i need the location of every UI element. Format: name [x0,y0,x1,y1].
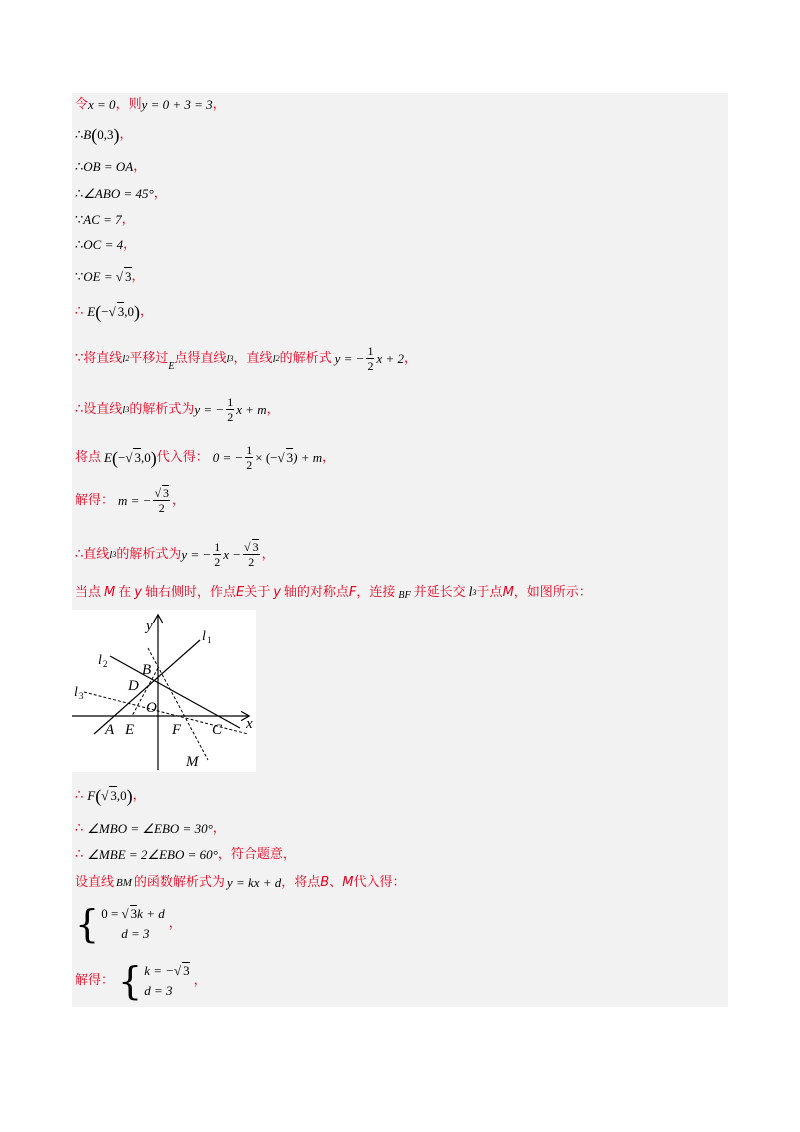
denominator: 2 [367,359,374,373]
text: 将点 [75,449,102,465]
math: E [168,360,175,372]
radicand: 3 [286,450,294,465]
text: ，则 [115,97,142,112]
therefore-symbol: ∴ [75,787,84,803]
paren: ( [91,125,98,145]
text: ， [153,186,167,201]
fraction [243,540,260,569]
text: 于点 [476,585,503,600]
line-14 [75,584,592,602]
math: F [87,787,96,803]
paren: ( [95,301,102,322]
radicand: 3 [183,963,190,978]
text: ， [132,787,146,803]
line-13 [75,540,275,569]
text: 点得直线 [174,350,227,366]
text: ， [322,449,336,465]
math: x − [223,546,241,562]
geometry-figure [72,610,256,772]
text: ， [404,350,418,366]
denominator: 2 [158,501,165,515]
math: B [320,875,330,890]
math: F [348,585,357,600]
label-c: C [212,722,223,738]
brace: { [118,959,143,1003]
text: ，连接 [356,585,396,600]
math: E [235,585,245,600]
radicand: 3 [125,269,132,284]
line-2 [75,126,133,144]
math: ,0 [116,787,127,803]
system-row-2: d = 3 [144,983,173,998]
text: 轴的对称点 [283,585,349,600]
denominator: 2 [227,410,234,424]
math: x + m [236,401,267,417]
text: ，直线 [233,350,273,366]
math: M [342,875,354,890]
text: ， [123,237,137,252]
subscript: 3 [112,549,117,559]
line-19 [75,904,182,944]
paren: ( [95,785,102,806]
text: 的解析式为 [116,546,182,562]
math: ,0 [124,303,134,319]
math: ,0 [140,449,151,465]
math: × (− [255,449,278,465]
sqrt-sign: √ [108,303,116,319]
math: 0 = − [212,449,244,465]
line-7 [75,267,145,286]
math: OE = [83,268,116,284]
math: E [104,449,112,465]
therefore-symbol: ∴ [75,237,84,252]
math: y = − [181,546,212,562]
line-l1 [94,640,200,734]
text: ， [168,916,182,931]
text: ， [133,159,147,174]
label-o: O [146,700,157,716]
text: 设直线 [75,875,115,890]
numerator [243,540,260,555]
therefore-symbol: ∴ [75,847,84,862]
text: 令 [75,97,89,112]
math: y = − [334,350,365,366]
system-row-2: d = 3 [121,926,150,941]
numerator [153,486,170,501]
text: ， [131,268,145,284]
paren: ( [111,447,118,468]
line-12 [75,486,185,515]
label-l1-sub: 1 [207,635,212,645]
math: M [502,585,514,600]
text: 并延长交 [413,585,466,600]
sqrt-sign: √ [243,540,251,554]
fraction [213,540,221,569]
text: ，将点 [281,875,321,890]
sqrt-sign: √ [121,906,129,921]
label-d: D [128,678,139,694]
math: M [104,585,116,600]
text: 的解析式 [279,350,332,366]
paren: ) [113,125,120,145]
fraction [366,344,374,373]
system-rows [101,904,165,944]
math: k + d [137,906,165,921]
text: ，如图所示： [513,585,592,600]
math: B [83,127,92,142]
radicand: 3 [117,304,125,319]
label-b: B [142,662,152,678]
line-15 [75,786,146,805]
math: ∠MBE = 2∠EBO = 60° [87,847,218,862]
math: l [122,352,126,365]
line-16 [75,820,226,838]
text: ， [139,303,153,319]
math: − [117,449,126,465]
math: y [273,585,281,600]
math: y = 0 + 3 = 3 [141,97,213,112]
therefore-symbol: ∴ [75,186,84,201]
equation-system [118,961,190,1001]
therefore-symbol: ∴ [75,127,84,142]
system-rows [144,961,189,1001]
text: 的函数解析式为 [133,875,225,890]
paren: ) [126,785,133,806]
math: m = − [118,492,152,508]
line-9 [75,344,417,373]
label-l2: l [98,653,102,668]
fraction [153,486,170,515]
label-x: x [246,716,253,732]
text: ， [119,127,133,142]
math: y [134,585,142,600]
radicand: 3 [252,540,259,554]
numerator: 1 [246,443,253,457]
text: ∵将直线 [75,350,123,366]
math: 0,3 [97,127,114,142]
subscript: 3 [125,404,130,414]
math: OB = OA [83,159,134,174]
text: ∴设直线 [75,401,123,417]
math: y = kx + d [226,875,282,890]
denominator: 2 [248,555,255,569]
line-18 [75,874,405,892]
label-l2-sub: 2 [103,659,108,669]
line-17 [75,846,296,864]
sqrt-sign: √ [174,963,182,978]
math: l [109,548,113,561]
label-e: E [125,722,135,738]
numerator: 1 [214,540,221,554]
text: ， [193,973,207,988]
text: 当点 [75,585,102,600]
text: 解得： [75,973,115,988]
math: x = 0 [88,97,116,112]
therefore-symbol: ∴ [75,303,84,319]
text: 在 [118,585,132,600]
math: l [272,352,276,365]
subscript: 2 [125,353,130,363]
sqrt-sign: √ [125,449,133,465]
text: 代入得： [353,875,406,890]
subscript: 3 [472,588,477,597]
denominator: 2 [246,458,253,472]
subscript: 2 [275,353,280,363]
text: 、 [329,875,343,890]
sqrt-sign: √ [154,486,162,500]
line-10 [75,395,280,424]
paren: ) [150,447,157,468]
sqrt-sign: √ [101,787,109,803]
text: ， [121,212,135,227]
figure-svg [72,610,256,772]
text: 关于 [244,585,271,600]
math: ) + m [293,449,323,465]
line-3 [75,158,146,176]
math: OC = 4 [83,237,124,252]
text: 解得： [75,492,115,508]
brace: { [75,902,100,946]
math: AC = 7 [83,212,122,227]
therefore-symbol: ∴ [75,159,84,174]
line-6 [75,236,136,254]
text: ， [266,401,280,417]
label-f: F [172,722,182,738]
text: 代入得： [156,449,209,465]
radicand: 3 [134,450,141,465]
line-8 [75,302,153,321]
fraction [245,443,253,472]
text: 平移过 [129,350,169,366]
math: ∠MBO = ∠EBO = 30° [87,821,213,836]
text: 轴右侧时，作点 [144,585,236,600]
text: ， [261,546,275,562]
line-4 [75,185,167,203]
label-y: y [146,618,153,634]
radicand: 3 [110,788,117,803]
radicand: 3 [130,906,138,921]
line-5 [75,211,135,229]
text: ， [172,492,186,508]
math: BM [116,877,132,889]
math: E [87,303,96,319]
because-symbol: ∵ [75,212,84,227]
fraction [226,395,234,424]
math: 0 = [101,906,122,921]
label-l3-sub: 3 [79,691,84,701]
text: ∴直线 [75,546,110,562]
math: l [468,585,473,600]
math: − [101,303,109,319]
segment-bm [148,648,208,760]
label-m: M [186,754,199,770]
system-row-1 [101,904,165,924]
sqrt-sign: √ [277,449,285,465]
line-11 [75,443,335,472]
because-symbol: ∵ [75,268,84,284]
therefore-symbol: ∴ [75,821,84,836]
math: l [122,403,126,416]
paren: ) [133,301,140,322]
math: x + 2 [376,350,405,366]
text: 的解析式为 [129,401,195,417]
denominator: 2 [214,555,221,569]
math: ∠ABO = 45° [83,186,154,201]
label-l1: l [202,629,206,644]
sqrt-sign: √ [115,268,124,284]
equation-system [75,904,165,944]
math: BF [398,590,411,601]
text: ，符合题意， [217,847,296,862]
label-l3: l [74,685,78,700]
radicand: 3 [163,486,170,500]
numerator: 1 [227,395,234,409]
text: ， [212,821,226,836]
line-1 [75,96,226,114]
math: l [226,352,230,365]
math: k = − [144,963,175,978]
label-a: A [105,722,115,738]
line-20 [75,961,207,1001]
numerator: 1 [367,344,374,358]
subscript: 3 [229,353,234,363]
text: ， [212,97,226,112]
system-row-1 [144,961,189,981]
math: y = − [194,401,225,417]
